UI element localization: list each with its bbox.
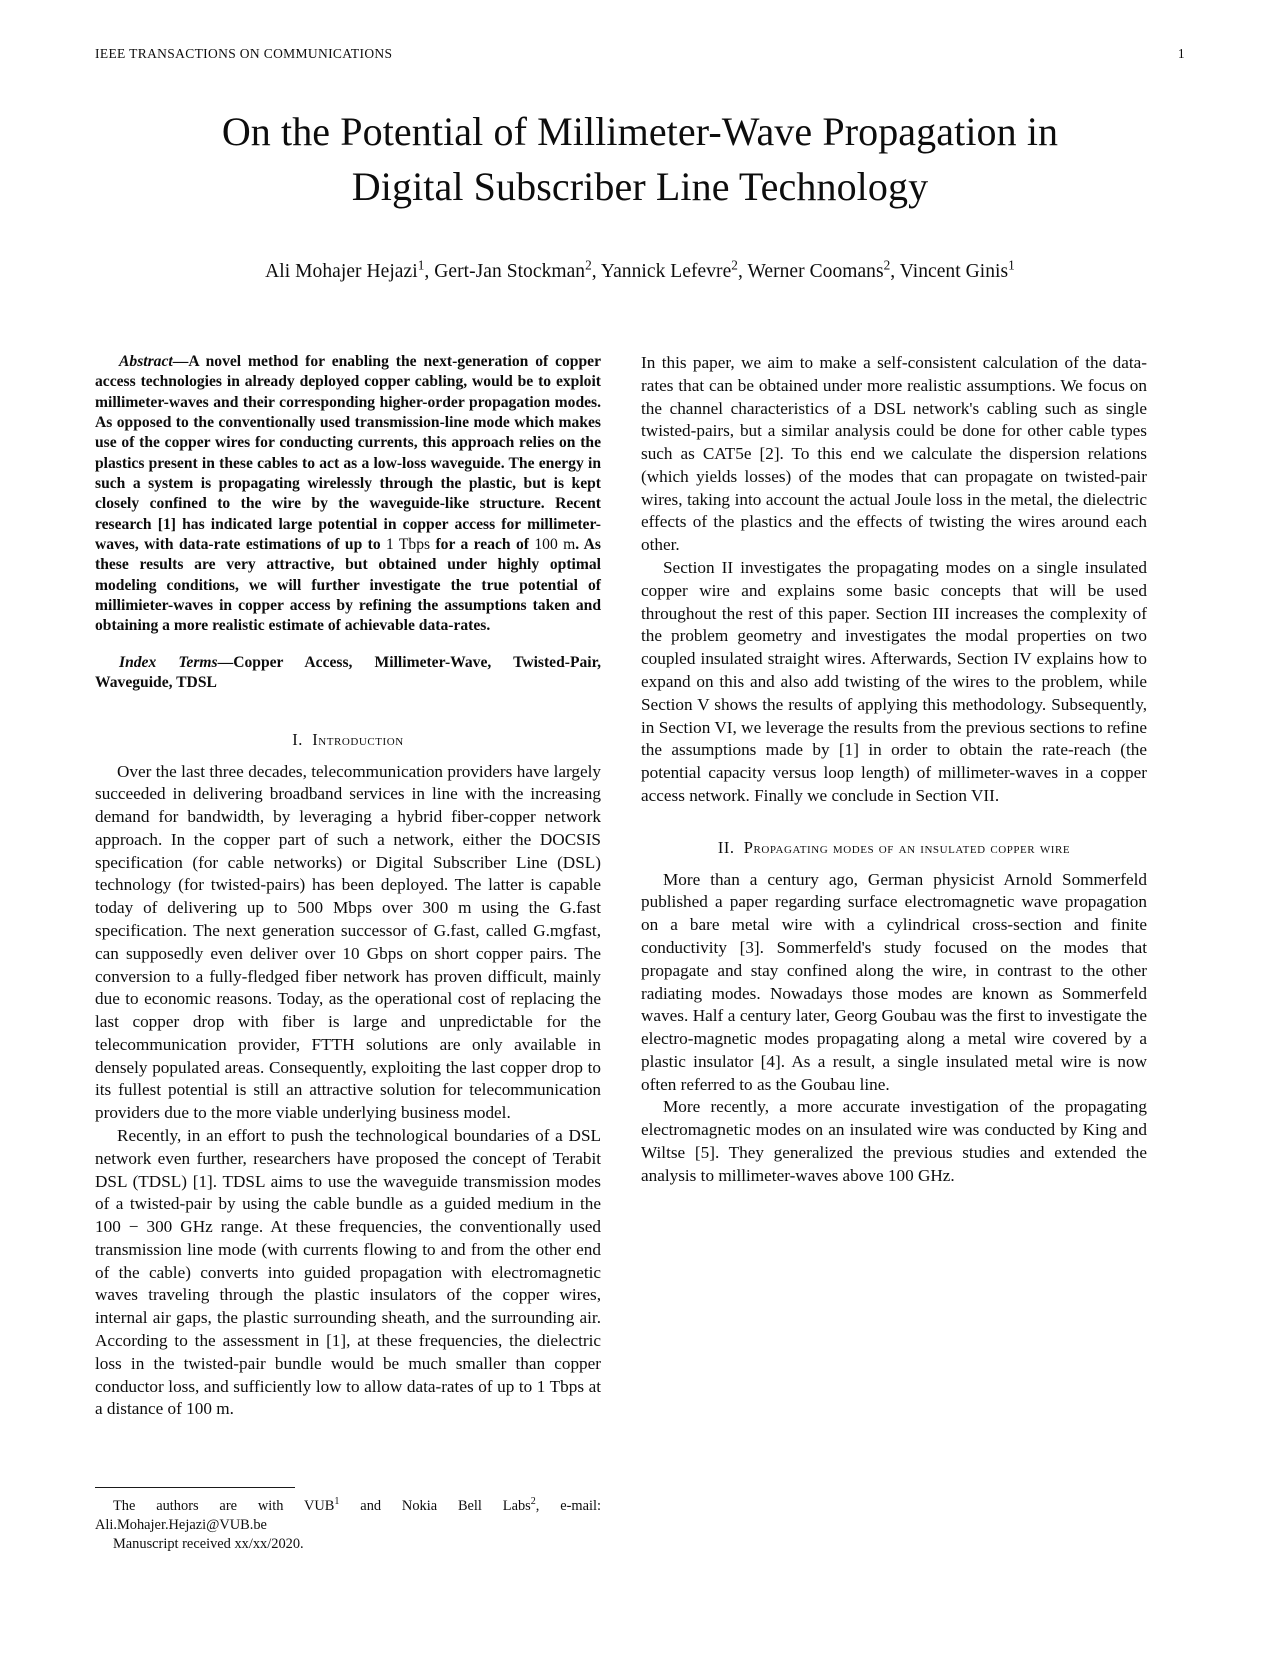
section-title: Propagating modes of an insulated copper wire xyxy=(743,837,1071,857)
column-right xyxy=(641,352,1147,1582)
running-head xyxy=(95,46,1185,62)
author-name: Gert-Jan Stockman xyxy=(434,261,586,283)
index-terms-dash: — xyxy=(217,653,234,671)
author-name: Vincent Ginis xyxy=(899,261,1009,283)
body-columns xyxy=(95,352,1187,1582)
abstract-value-reach: 100 m xyxy=(534,536,576,554)
footnote-text-b: and Nokia Bell Labs xyxy=(339,1498,531,1514)
footnote-manuscript-received: Manuscript received xx/xx/2020. xyxy=(113,1536,304,1553)
section-heading-introduction xyxy=(95,730,601,750)
paragraph-section2-2: More recently, a more accurate investigation of the propagating electromagnetic modes on an insulated wire was conducted by King and Wiltse [5]. They generalized the previous studies and extended the analysis to millimeter-waves above 100 GHz. xyxy=(641,1097,1147,1185)
abstract-text-part-1: A novel method for enabling the next-generation of copper access technologies in already deployed copper cabling, would be to exploit millimeter-waves and their corresponding higher-order propagation modes. As opposed to the conventionally used transmission-line mode which makes use of the copper wires for conducting currents, this approach relies on the plastics present in these cables to act as a low-loss waveguide. The energy in such a system is propagating wirelessly through the plastic, but is kept closely confined to the wire by the waveguide-like structure. Recent research [1] has indicated large potential in copper access for millimeter-waves, with data-rate estimations of up to xyxy=(95,353,601,554)
footnote-mark-1: 1 xyxy=(334,1496,340,1508)
author-affiliation-mark: 2 xyxy=(731,257,738,273)
section-numeral: II. xyxy=(717,837,735,857)
footnote-text-c: , e-mail: Ali.Mohajer.Hejazi@VUB.be xyxy=(95,1498,601,1533)
author-affiliation-mark: 1 xyxy=(417,257,425,273)
footnote-rule xyxy=(95,1487,295,1488)
column-left xyxy=(95,352,601,1582)
section-heading-propagating-modes xyxy=(641,838,1147,858)
paragraph-section2-1: More than a century ago, German physicist Arnold Sommerfeld published a paper regarding surface electromagnetic wave propagation on a bare metal wire with a cylindrical cross-section and finite conductivity [3]. Sommerfeld's study focused on the modes that propagate and stay confined along the wire, in contrast to the other radiating modes. Nowadays those modes are known as Sommerfeld waves. Half a century later, Georg Goubau was the first to investigate the electro-magnetic modes propagating along a metal wire covered by a plastic insulator [4]. As a result, a single insulated metal wire is now often referred to as the Goubau line. xyxy=(641,869,1147,1094)
author-name: Werner Coomans xyxy=(747,261,884,283)
footnote-affiliations xyxy=(95,1497,601,1534)
index-terms-paragraph xyxy=(95,653,601,694)
abstract-value-datarate: 1 Tbps xyxy=(386,536,431,554)
footnote-mark-2: 2 xyxy=(530,1496,536,1508)
author-name: Yannick Lefevre xyxy=(600,261,732,283)
author-name: Ali Mohajer Hejazi xyxy=(265,261,418,283)
page-number: 1 xyxy=(1177,46,1185,61)
author-list: Ali Mohajer Hejazi$^1$, Gert-Jan Stockman$^2$, Yannick Lefevre$^2$, Werner Coomans$^2$, Vincent Ginis$^1$ xyxy=(265,257,1015,283)
abstract-dash: — xyxy=(172,353,189,370)
index-terms-list: Copper Access, Millimeter-Wave, Twisted-Pair, Waveguide, TDSL xyxy=(95,653,602,692)
footnote-text-a: The authors are with VUB xyxy=(113,1498,335,1514)
title-line-1: On the Potential of Millimeter-Wave Propagation in xyxy=(221,109,1059,154)
paragraph-intro-4: Section II investigates the propagating modes on a single insulated copper wire and explains some basic concepts that will be used throughout the rest of this paper. Section III increases the complexity of the problem geometry and investigates the modal properties on two coupled insulated straight wires. Afterwards, Section IV explains how to expand on this and also add twisting of the wires to the problem, while Section V shows the results of applying this methodology. Subsequently, in Section VI, we leverage the results from the previous sections to refine the assumptions made by [1] in order to obtain the rate-reach (the potential capacity versus loop length) of millimeter-waves in a copper access network. Finally we conclude in Section VII. xyxy=(641,558,1147,805)
paragraph-intro-2: Recently, in an effort to push the technological boundaries of a DSL network even further, researchers have proposed the concept of Terabit DSL (TDSL) [1]. TDSL aims to use the waveguide transmission modes of a twisted-pair by using the cable bundle as a guided medium in the 100 − 300 GHz range. At these frequencies, the conventionally used transmission line mode (with currents flowing to and from the other end of the cable) converts into guided propagation with electromagnetic waves traveling through the plastic insulators of the copper wires, internal air gaps, the plastic surrounding sheath, and the surrounding air. According to the assessment in [1], at these frequencies, the dielectric loss in the twisted-pair bundle would be much smaller than copper conductor loss, and sufficiently low to allow data-rates of up to 1 Tbps at a distance of 100 m. xyxy=(95,1126,601,1419)
abstract-text-part-3: . As these results are very attractive, but obtained under highly optimal modeling conditions, we will further investigate the true potential of millimieter-waves in copper access by refining the assumptions taken and obtaining a more realistic estimate of achievable data-rates. xyxy=(95,536,601,635)
abstract-text-part-2: for a reach of xyxy=(430,536,535,554)
journal-name: IEEE TRANSACTIONS ON COMMUNICATIONS xyxy=(95,46,393,61)
footnote-zone xyxy=(95,1487,601,1554)
abstract-paragraph xyxy=(95,352,601,637)
section-title: Introduction xyxy=(312,729,404,749)
title-block xyxy=(95,104,1185,286)
page-title xyxy=(95,104,1185,214)
section-numeral: I. xyxy=(292,729,303,749)
author-affiliation-mark: 2 xyxy=(585,257,592,273)
abstract-label: Abstract xyxy=(119,353,173,370)
author-affiliation-mark: 1 xyxy=(1008,257,1015,273)
author-affiliation-mark: 2 xyxy=(883,257,891,273)
paragraph-intro-2-continued: In this paper, we aim to make a self-consistent calculation of the data-rates that can be obtained under more realistic assumptions. We focus on the channel characteristics of a DSL network's cabling such as single twisted-pairs, but a similar analysis could be done for other cable types such as CAT5e [2]. To this end we calculate the dispersion relations (which yields losses) of the modes that can propagate on twisted-pair wires, taking into account the actual Joule loss in the metal, the dielectric effects of the plastics and the effects of twisting the wires around each other. xyxy=(641,353,1147,555)
title-line-2: Digital Subscriber Line Technology xyxy=(351,164,929,210)
index-terms-label: Index Terms xyxy=(119,653,218,671)
paragraph-intro-1: Over the last three decades, telecommunication providers have largely succeeded in delivering broadband services in line with the increasing demand for bandwidth, by leveraging a hybrid fiber-copper network approach. In the copper part of such a network, either the DOCSIS specification (for cable networks) or Digital Subscriber Line (DSL) technology (for twisted-pairs) has been deployed. The latter is capable today of delivering up to 500 Mbps over 300 m using the G.fast specification. The next generation successor of G.fast, called G.mgfast, can supposedly even deliver over 10 Gbps on short copper pairs. The conversion to a fully-fledged fiber network has proven difficult, mainly due to economic reasons. Today, as the operational cost of replacing the last copper drop with fiber is large and unpredictable for the telecommunication provider, FTTH solutions are only available in densely populated areas. Consequently, exploiting the last copper drop to its fullest potential is still an attractive solution for telecommunication providers due to the more viable underlying business model. xyxy=(95,761,601,1123)
